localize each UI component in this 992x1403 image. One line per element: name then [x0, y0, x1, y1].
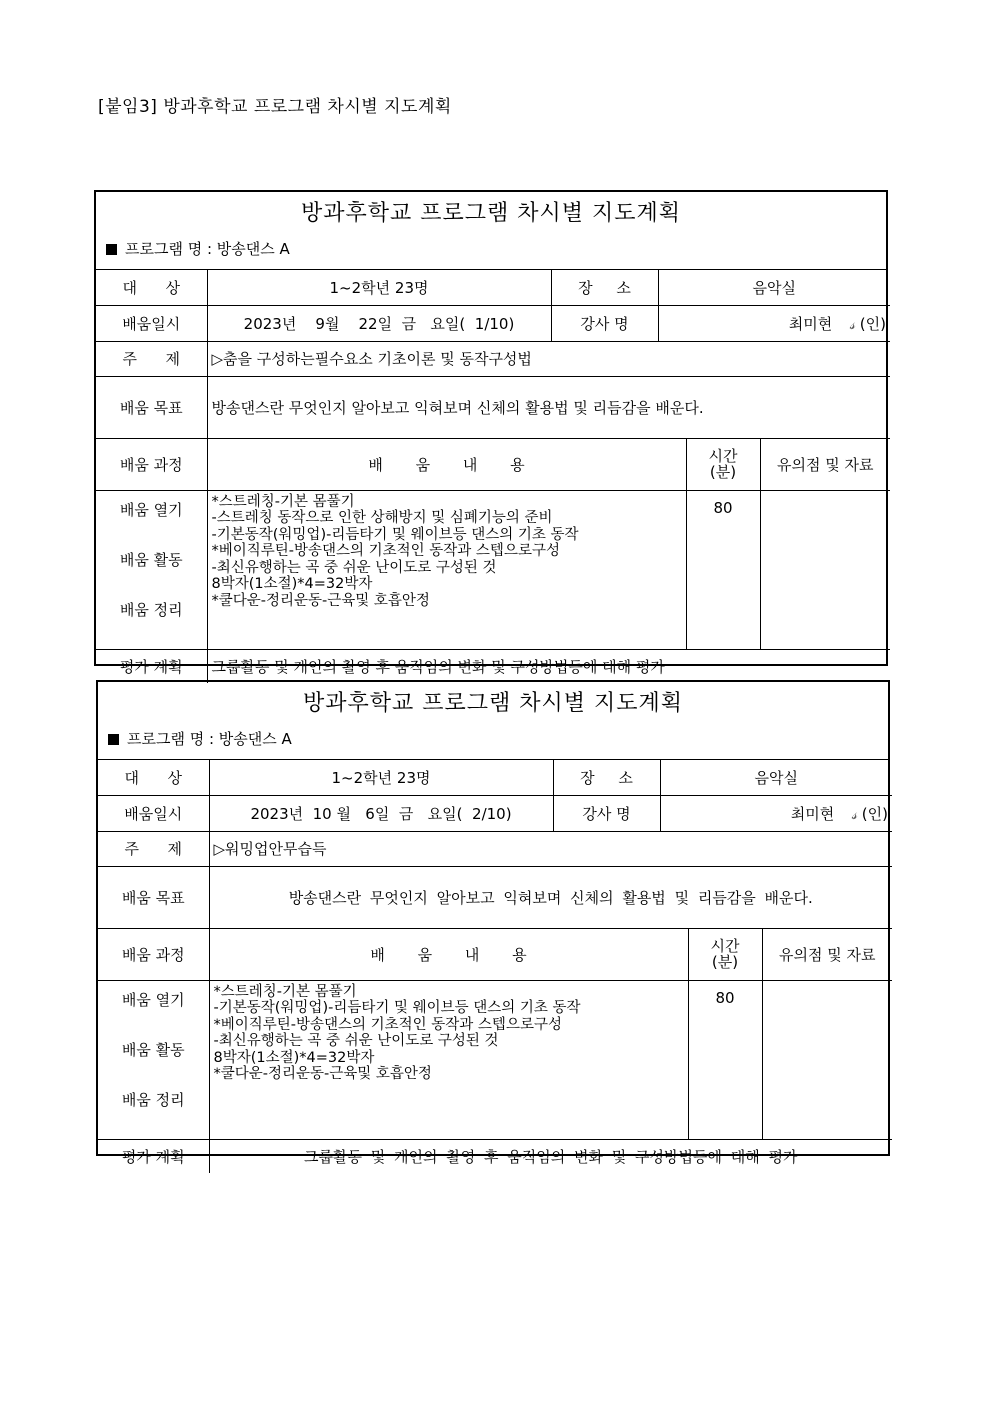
plan-title: 방과후학교 프로그램 차시별 지도계획 — [300, 201, 681, 226]
notes-value — [760, 490, 890, 649]
goal-row — [96, 376, 890, 438]
program-name-row — [98, 726, 888, 760]
time-value: 80 — [686, 490, 760, 649]
topic-label: 주 제 — [96, 341, 207, 376]
goal-label: 배움 목표 — [98, 866, 209, 928]
content-line: -최신유행하는 곡 중 쉬운 난이도로 구성된 것 — [211, 559, 497, 576]
teacher-cell — [658, 305, 890, 341]
step-close: 배움 정리 — [119, 600, 183, 619]
seal-text: (인) — [859, 314, 886, 333]
target-value: 1~2학년 23명 — [209, 760, 553, 795]
time-value: 80 — [688, 980, 762, 1139]
goal-value: 방송댄스란 무엇인지 알아보고 익혀보며 신체의 활용법 및 리듬감을 배운다. — [209, 866, 892, 928]
topic-label: 주 제 — [98, 831, 209, 866]
document-heading: [붙임3] 방과후학교 프로그램 차시별 지도계획 — [98, 97, 452, 117]
program-name: 프로그램 명 : 방송댄스 A — [127, 730, 292, 748]
process-label: 배움 과정 — [98, 928, 209, 980]
topic-row — [98, 831, 892, 866]
step-open: 배움 열기 — [121, 990, 185, 1009]
date-row — [98, 795, 892, 831]
notes-label: 유의점 및 자료 — [760, 438, 890, 490]
teacher-label: 강사 명 — [551, 305, 658, 341]
step-list — [96, 490, 207, 649]
plan-title: 방과후학교 프로그램 차시별 지도계획 — [302, 691, 683, 716]
square-bullet-icon — [108, 734, 119, 745]
goal-value: 방송댄스란 무엇인지 알아보고 익혀보며 신체의 활용법 및 리듬감을 배운다. — [207, 376, 890, 438]
teacher-cell — [660, 795, 892, 831]
process-header-row — [96, 438, 890, 490]
target-value: 1~2학년 23명 — [207, 270, 551, 305]
content-line: *쿨다운-정리운동-근육및 호흡안정 — [211, 592, 430, 609]
eval-label: 평가 계획 — [98, 1139, 209, 1173]
target-row — [96, 270, 890, 305]
content-label: 배 움 내 용 — [207, 438, 686, 490]
eval-row — [98, 1139, 892, 1173]
content-line: -최신유행하는 곡 중 쉬운 난이도로 구성된 것 — [213, 1033, 499, 1049]
content-line: *스트레칭-기본 몸풀기 — [213, 983, 357, 1000]
signature-icon: 𝓈 — [849, 314, 856, 333]
notes-label: 유의점 및 자료 — [762, 928, 892, 980]
content-list — [207, 490, 686, 649]
place-label: 장 소 — [553, 760, 660, 795]
step-open: 배움 열기 — [119, 500, 183, 519]
date-row — [96, 305, 890, 341]
step-close: 배움 정리 — [121, 1090, 185, 1109]
date-value: 2023년 9월 22일 금 요일( 1/10) — [207, 305, 551, 341]
teacher-label: 강사 명 — [553, 795, 660, 831]
content-line: *스트레칭-기본 몸풀기 — [211, 493, 355, 510]
content-label: 배 움 내 용 — [209, 928, 688, 980]
program-name-row — [96, 236, 886, 270]
goal-row — [98, 866, 892, 928]
content-line: -기본동작(워밍업)-리듬타기 및 웨이브등 댄스의 기초 동작 — [211, 526, 579, 543]
content-line: 8박자(1소절)*4=32박자 — [211, 576, 373, 592]
topic-value: ▷춤을 구성하는필수요소 기초이론 및 동작구성법 — [207, 341, 890, 376]
notes-value — [762, 980, 892, 1139]
content-line: *쿨다운-정리운동-근육및 호흡안정 — [213, 1066, 432, 1082]
place-value: 음악실 — [660, 760, 892, 795]
process-body-row — [98, 980, 892, 1139]
seal-text: (인) — [861, 804, 888, 823]
teacher-name: 최미현 — [788, 314, 833, 333]
topic-row — [96, 341, 890, 376]
content-list — [209, 980, 688, 1139]
content-line: 8박자(1소절)*4=32박자 — [213, 1049, 375, 1066]
goal-label: 배움 목표 — [96, 376, 207, 438]
content-line: *베이직루틴-방송댄스의 기초적인 동작과 스텝으로구성 — [213, 1016, 562, 1033]
process-label: 배움 과정 — [96, 438, 207, 490]
plan-table — [98, 760, 892, 1173]
date-value: 2023년 10 월 6일 금 요일( 2/10) — [209, 795, 553, 831]
content-line: *베이직루틴-방송댄스의 기초적인 동작과 스텝으로구성 — [211, 543, 560, 559]
step-activity: 배움 활동 — [119, 550, 183, 569]
target-row — [98, 760, 892, 795]
target-label: 대 상 — [96, 270, 207, 305]
signature-icon: 𝓈 — [851, 804, 858, 823]
program-name: 프로그램 명 : 방송댄스 A — [125, 240, 290, 258]
target-label: 대 상 — [98, 760, 209, 795]
lesson-plan-2 — [96, 680, 890, 1166]
time-label: 시간 (분) — [688, 928, 762, 980]
topic-value: ▷워밍업안무습득 — [209, 831, 892, 866]
plan-table — [96, 270, 890, 683]
eval-value: 그룹활동 및 개인의 촬영 후 움직임의 변화 및 구성방법등에 대해 평가 — [207, 649, 890, 683]
process-header-row — [98, 928, 892, 980]
time-label: 시간 (분) — [686, 438, 760, 490]
step-activity: 배움 활동 — [121, 1040, 185, 1059]
square-bullet-icon — [106, 244, 117, 255]
teacher-name: 최미현 — [790, 804, 835, 823]
place-label: 장 소 — [551, 270, 658, 305]
process-body-row — [96, 490, 890, 649]
date-label: 배움일시 — [98, 795, 209, 831]
date-label: 배움일시 — [96, 305, 207, 341]
lesson-plan-1 — [94, 190, 888, 676]
content-line: -스트레칭 동작으로 인한 상해방지 및 심폐기능의 준비 — [211, 510, 553, 526]
eval-value: 그룹활동 및 개인의 촬영 후 움직임의 변화 및 구성방법등에 대해 평가 — [209, 1139, 892, 1173]
eval-label: 평가 계획 — [96, 649, 207, 683]
step-list — [98, 980, 209, 1139]
content-line: -기본동작(워밍업)-리듬타기 및 웨이브등 댄스의 기초 동작 — [213, 1000, 581, 1016]
place-value: 음악실 — [658, 270, 890, 305]
eval-row — [96, 649, 890, 683]
